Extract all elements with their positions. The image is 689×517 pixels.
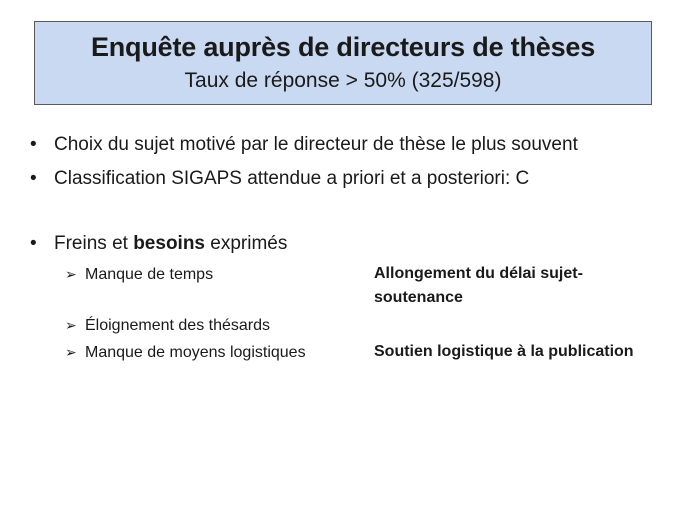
besoin-text: Soutien logistique à la publication — [374, 343, 634, 360]
bullet-text-after: exprimés — [205, 233, 288, 254]
frein-item — [65, 342, 306, 363]
frein-label: Manque de moyens logistiques — [85, 344, 306, 361]
bullet-text-bold: besoins — [133, 233, 206, 254]
frein-item — [65, 264, 213, 285]
bullet-marker: • — [30, 168, 37, 189]
arrow-bullet-icon: ➢ — [65, 317, 77, 333]
bullet-marker: • — [30, 134, 37, 155]
arrow-bullet-icon: ➢ — [65, 344, 77, 360]
bullet-classification — [30, 167, 529, 191]
slide-subtitle: Taux de réponse > 50% (325/598) — [184, 69, 502, 92]
bullet-choix-sujet — [30, 133, 578, 157]
bullet-marker: • — [30, 233, 37, 254]
frein-label: Éloignement des thésards — [85, 317, 270, 334]
frein-label: Manque de temps — [85, 266, 214, 283]
title-box — [34, 21, 652, 105]
bullet-text: Choix du sujet motivé par le directeur de thèse le plus souvent — [54, 134, 578, 155]
bullet-text: Classification SIGAPS attendue a priori et a posteriori: C — [54, 168, 530, 189]
frein-item — [65, 315, 270, 336]
bullet-text-before: Freins et — [54, 233, 134, 254]
arrow-bullet-icon: ➢ — [65, 266, 77, 282]
slide-title: Enquête auprès de directeurs de thèses — [90, 32, 596, 62]
bullet-freins-besoins — [30, 232, 287, 256]
besoin-text: Allongement du délai sujet-soutenance — [374, 265, 583, 306]
